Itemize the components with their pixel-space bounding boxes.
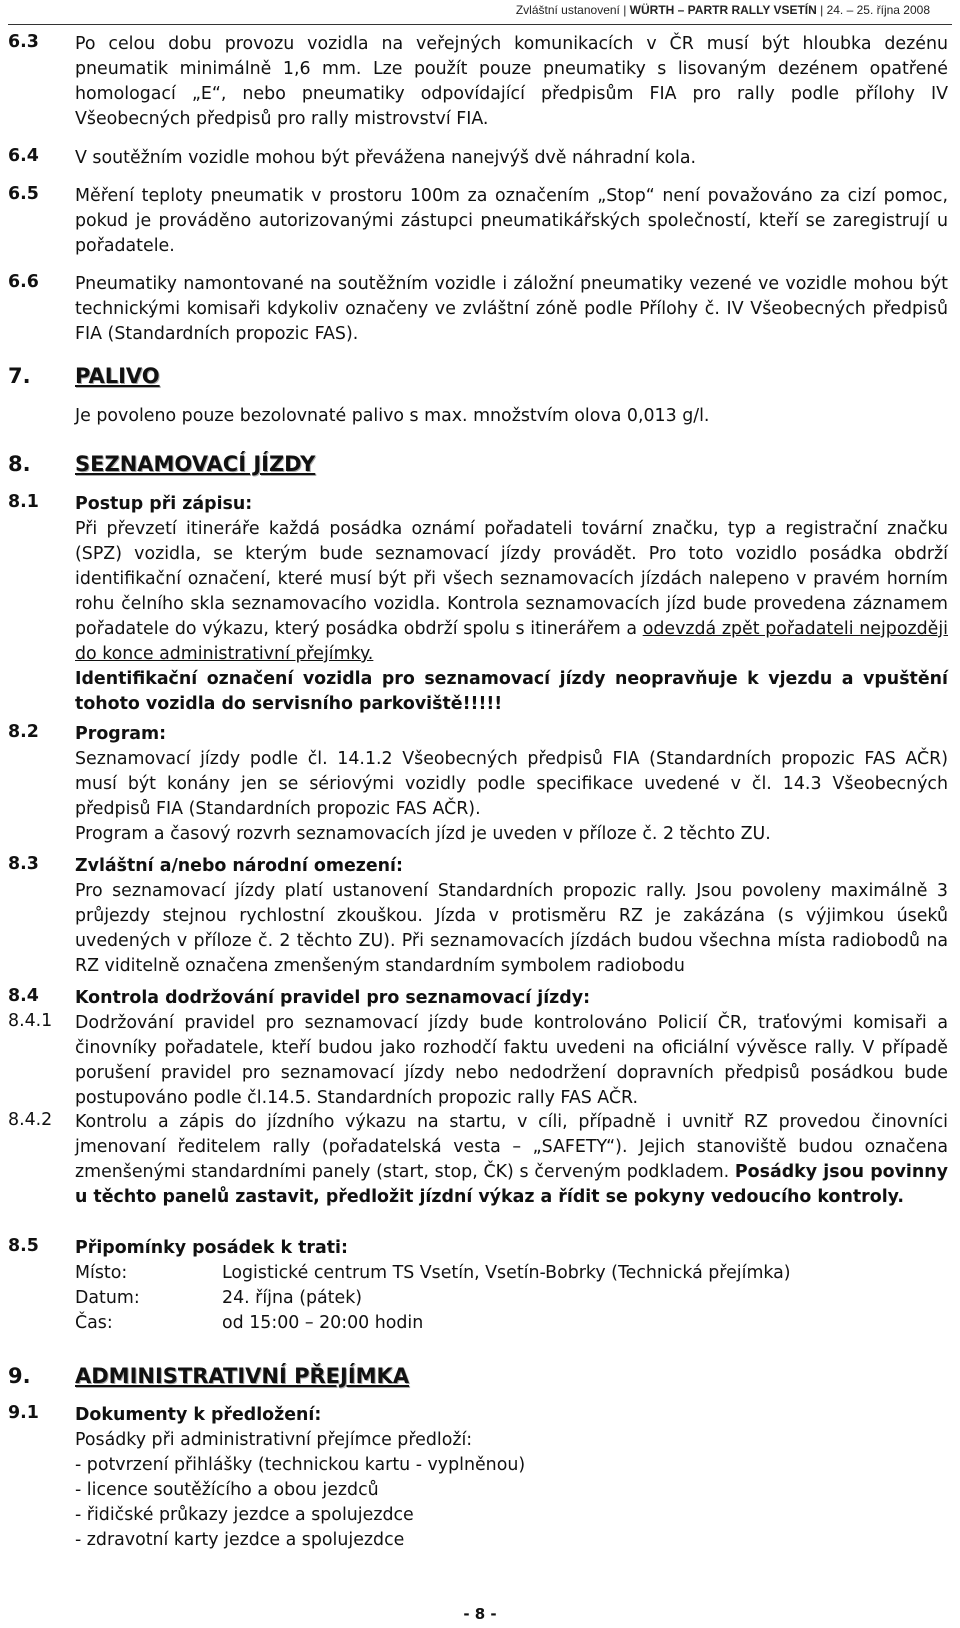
- section-text: Po celou dobu provozu vozidla na veřejných komunikacích v ČR musí být hloubka dezénu pneumatik minimálně 1,6 mm. Lze použít pouze pneumatiky s lisovaným dezénem opatřené homologací „E“, nebo pneumatiky odpovídající předpisům FIA pro rally podle přílohy IV Všeobecných předpisů pro rally mistrovství FIA.: [75, 34, 948, 129]
- heading-palivo: [8, 364, 160, 388]
- section-8-2: [8, 722, 948, 847]
- page-number: - 8 -: [463, 1605, 497, 1623]
- header-prefix: Zvláštní ustanovení |: [515, 3, 630, 17]
- section-8-4: [8, 986, 948, 1011]
- section-number: 8.4.1: [8, 1011, 53, 1031]
- section-text: Pro seznamovací jízdy platí ustanovení Standardních propozic rally. Jsou povoleny maximálně 3 průjezdy stejnou rychlostní zkouškou. Jízda v protisměru RZ je zakázána (s výjimkou úseků uvedených v příloze č. 2 těchto ZU). Při seznamovacích jízdách budou všechna místa radiobodů na RZ viditelně označena zmenšeným standardním symbolem radiobodu: [75, 881, 948, 976]
- section-number: 8.1: [8, 492, 39, 512]
- section-title: Připomínky posádek k trati:: [75, 1238, 348, 1258]
- info-value: 24. října (pátek): [222, 1288, 363, 1308]
- heading-seznamovaci-jizdy: [8, 452, 316, 476]
- section-number: 6.5: [8, 184, 39, 204]
- section-8-3: [8, 854, 948, 979]
- heading-title: PALIVO: [75, 364, 160, 388]
- section-text: Měření teploty pneumatik v prostoru 100m za označením „Stop“ není považováno za cizí pomoc, pokud je prováděno autorizovanými zástupci pneumatikářských společností, kteří se zaregistrují u pořadatele.: [75, 186, 948, 256]
- info-label: Čas:: [75, 1313, 113, 1333]
- heading-number: 9.: [8, 1364, 31, 1388]
- info-label: Datum:: [75, 1288, 140, 1308]
- section-6-5: [8, 184, 948, 259]
- section-number: 8.4: [8, 986, 39, 1006]
- section-text: Kontrolu a zápis do jízdního výkazu na startu, v cíli, případně i uvnitř RZ provedou činovníci jmenovaní ředitelem rally (pořadatelská vesta – „SAFETY“). Jejich stanoviště budou označena zmenšenými standardními panely (start, stop, ČK) s červeným podkladem.: [75, 1112, 948, 1182]
- section-text: Je povoleno pouze bezolovnaté palivo s max. množstvím olova 0,013 g/l.: [75, 406, 710, 426]
- info-row-datum: [75, 1286, 948, 1311]
- section-text: Seznamovací jízdy podle čl. 14.1.2 Všeobecných předpisů FIA (Standardních propozic FAS AČR) musí být konány jen se sériovými vozidly podle specifikace uvedené v čl. 14.3 Všeobecných předpisů FIA (Standardních propozic FAS AČR).: [75, 749, 948, 819]
- section-title: Postup při zápisu:: [75, 494, 253, 514]
- section-9-1: [8, 1403, 948, 1553]
- heading-title: SEZNAMOVACÍ JÍZDY: [75, 452, 316, 476]
- document-line: - zdravotní karty jezdce a spolujezdce: [75, 1530, 405, 1550]
- section-6-3: [8, 32, 948, 132]
- section-number: 6.4: [8, 146, 39, 166]
- section-title: Kontrola dodržování pravidel pro seznamovací jízdy:: [75, 988, 591, 1008]
- header-event-name: WÜRTH – PARTR RALLY VSETÍN: [629, 3, 817, 17]
- heading-number: 7.: [8, 364, 31, 388]
- section-6-4: [8, 146, 948, 171]
- section-text: Pneumatiky namontované na soutěžním vozidle i záložní pneumatiky vezené ve vozidle mohou být technickými komisaři kdykoliv označeny ve zvláštní zóně podle Přílohy č. IV Všeobecných předpisů FIA (Standardních propozic FAS).: [75, 274, 948, 344]
- info-value: od 15:00 – 20:00 hodin: [222, 1313, 424, 1333]
- section-text: V soutěžním vozidle mohou být převážena nanejvýš dvě náhradní kola.: [75, 148, 697, 168]
- section-number: 8.5: [8, 1236, 39, 1256]
- info-row-misto: [75, 1261, 948, 1286]
- header-dates: | 24. – 25. října 2008: [816, 3, 930, 17]
- section-6-6: [8, 272, 948, 347]
- section-number: 8.4.2: [8, 1110, 53, 1130]
- section-7-text: [8, 404, 948, 429]
- section-number: 6.6: [8, 272, 39, 292]
- underlined-text: odevzdá zpět pořadateli nejpozději do konce administrativní přejímky.: [75, 619, 948, 664]
- section-8-1: [8, 492, 948, 717]
- info-row-cas: [75, 1311, 948, 1336]
- bold-instruction: Posádky jsou povinny u těchto panelů zastavit, předložit jízdní výkaz a řídit se pokyny vedoucího kontroly.: [75, 1162, 948, 1207]
- heading-administrativni-prejimka: [8, 1364, 410, 1388]
- section-number: 8.3: [8, 854, 39, 874]
- section-8-4-2: [8, 1110, 948, 1210]
- section-title: Zvláštní a/nebo národní omezení:: [75, 856, 403, 876]
- document-line: - řidičské průkazy jezdce a spolujezdce: [75, 1505, 414, 1525]
- section-title: Program:: [75, 724, 167, 744]
- heading-number: 8.: [8, 452, 31, 476]
- heading-title: ADMINISTRATIVNÍ PŘEJÍMKA: [75, 1364, 410, 1388]
- document-line: - licence soutěžícího a obou jezdců: [75, 1480, 379, 1500]
- section-text: Dodržování pravidel pro seznamovací jízdy bude kontrolováno Policií ČR, traťovými komisaři a činovníky pořadatele, kteří budou jako rozhodčí faktu uvedeni na oficiální vývěsce rally. V případě porušení pravidel pro seznamovací jízdy nebo nedodržení dopravních předpisů posádkou bude postupováno podle čl.14.5. Standardních propozic rally FAS AČR.: [75, 1013, 948, 1108]
- section-number: 8.2: [8, 722, 39, 742]
- bold-warning: Identifikační označení vozidla pro seznamovací jízdy neopravňuje k vjezdu a vpuštění tohoto vozidla do servisního parkoviště!!!!!: [75, 669, 948, 714]
- section-number: 9.1: [8, 1403, 39, 1423]
- section-title: Dokumenty k předložení:: [75, 1405, 322, 1425]
- document-line: - potvrzení přihlášky (technickou kartu - vyplněnou): [75, 1455, 526, 1475]
- info-label: Místo:: [75, 1263, 128, 1283]
- section-number: 6.3: [8, 32, 39, 52]
- section-8-4-1: [8, 1011, 948, 1111]
- section-text-2: Program a časový rozvrh seznamovacích jízd je uveden v příloze č. 2 těchto ZU.: [75, 824, 771, 844]
- page-header: [516, 3, 930, 17]
- document-line: Posádky při administrativní přejímce předloží:: [75, 1430, 473, 1450]
- info-value: Logistické centrum TS Vsetín, Vsetín-Bobrky (Technická přejímka): [222, 1263, 791, 1283]
- section-text: Při převzetí itineráře každá posádka oznámí pořadateli tovární značku, typ a registrační značku (SPZ) vozidla, se kterým bude seznamovací jízdy provádět. Pro toto vozidlo posádka obdrží identifikační označení, které musí být při všech seznamovacích jízdách nalepeno v pravém horním rohu čelního skla seznamovacího vozidla. Kontrola seznamovacích jízd bude provedena záznamem pořadatele do výkazu, který posádka obdrží spolu s itinerářem a odevzdá zpět pořadateli nejpozději do konce administrativní přejímky.: [75, 519, 948, 664]
- section-8-5: [8, 1236, 948, 1336]
- header-rule: [8, 24, 952, 25]
